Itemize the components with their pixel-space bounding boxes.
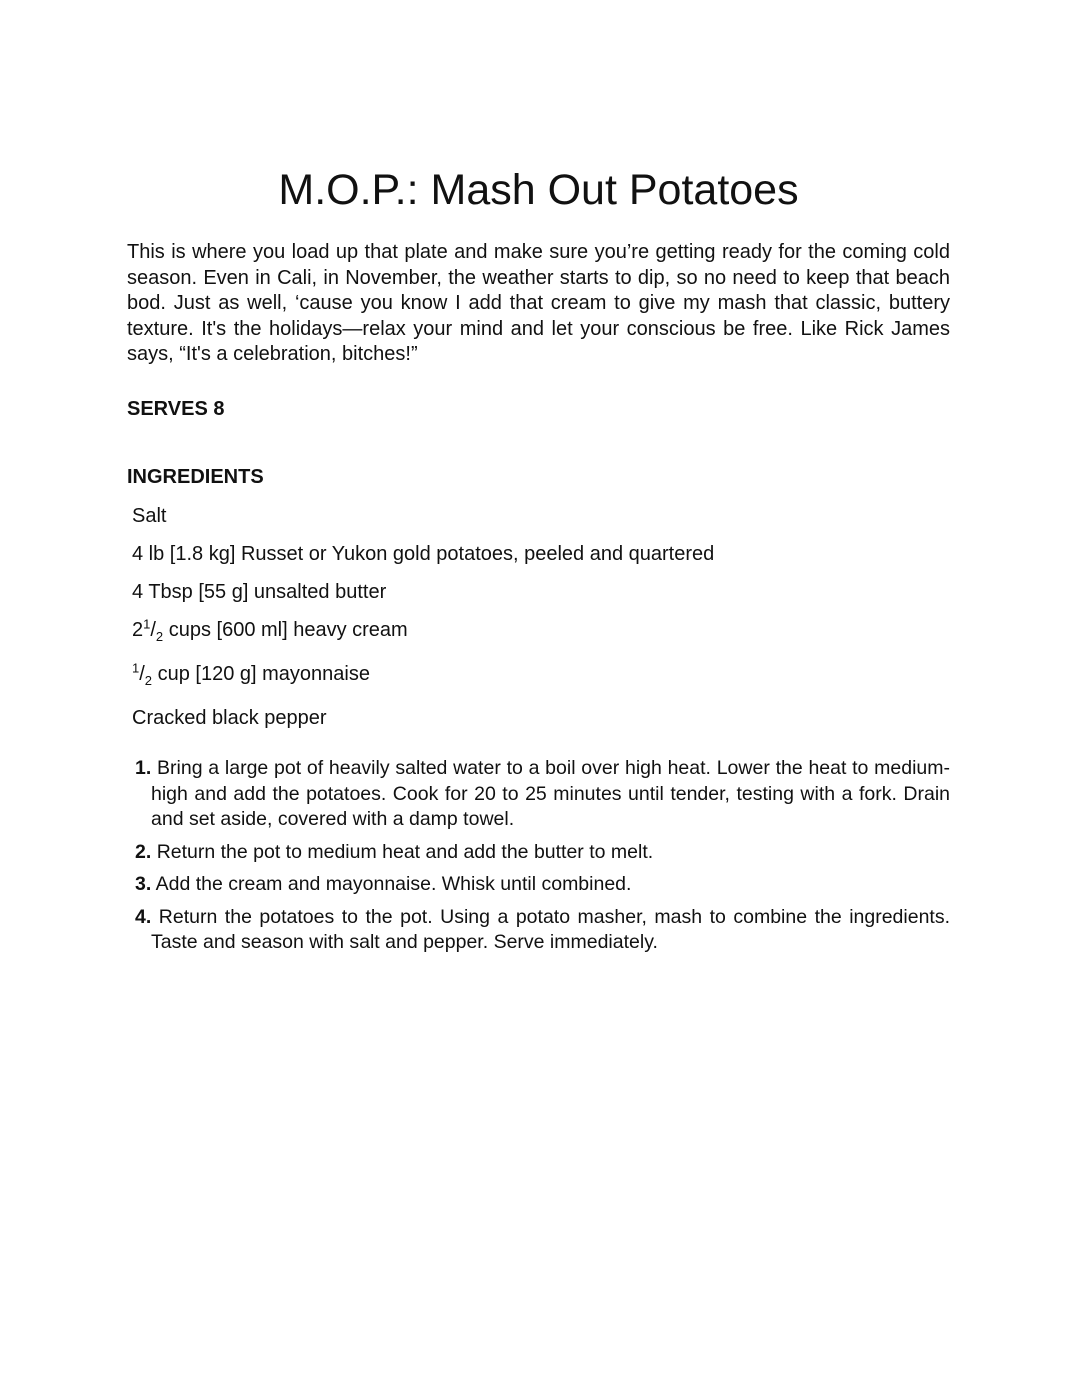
step-item xyxy=(135,840,950,866)
step-text: Bring a large pot of heavily salted water to a boil over high heat. Lower the heat to medium-high and add the potatoes. Cook for 20 to 25 minutes until tender, testing with a fork. Drain and set aside, covered with a damp towel. xyxy=(151,757,951,830)
step-number: 3. xyxy=(135,873,152,895)
step-number: 4. xyxy=(135,905,152,928)
ingredient-item: $^1/_2$ cup [120 g] mayonnaise xyxy=(132,660,370,688)
ingredient-item: 4 lb [1.8 kg] Russet or Yukon gold potatoes, peeled and quartered xyxy=(132,543,715,565)
fraction-numerator: 1 xyxy=(143,616,151,632)
step-number: 1. xyxy=(135,757,152,779)
fraction-denominator: 2 xyxy=(144,673,153,688)
ingredient-item: 4 Tbsp [55 g] unsalted butter xyxy=(132,581,387,603)
intro-paragraph: This is where you load up that plate and make sure you’re getting ready for the coming cold season. Even in Cali, in November, the weather starts to dip, so no need to keep that beach bod. Just as well, ‘cause you know I add that cream to give my mash that classic, buttery texture. It's the holidays—relax your mind and let your conscious be free. Like Rick James says, “It's a celebration, bitches!” xyxy=(127,241,950,365)
step-item xyxy=(135,756,950,833)
step-number: 2. xyxy=(135,840,152,863)
step-text: Return the potatoes to the pot. Using a potato masher, mash to combine the ingredients. Taste and season with salt and pepper. Serve immediately. xyxy=(151,905,951,953)
fraction-whole: 2 xyxy=(132,619,144,641)
step-text: Add the cream and mayonnaise. Whisk until combined. xyxy=(155,873,632,895)
ingredient-item: Cracked black pepper xyxy=(132,707,327,729)
ingredient-item: $2^1/_2$ cups [600 ml] heavy cream xyxy=(132,616,408,644)
fraction-denominator: 2 xyxy=(155,629,164,644)
fraction-numerator: 1 xyxy=(132,660,140,676)
steps-list xyxy=(135,756,950,963)
ingredients-list xyxy=(132,503,714,743)
step-text: Return the pot to medium heat and add the butter to melt. xyxy=(156,840,654,863)
ingredients-heading: INGREDIENTS xyxy=(127,466,264,488)
serves-label: SERVES 8 xyxy=(127,398,225,420)
ingredient-item: Salt xyxy=(132,505,167,527)
step-item xyxy=(135,872,950,898)
step-item xyxy=(135,905,950,956)
recipe-title: M.O.P.: Mash Out Potatoes xyxy=(278,166,799,214)
